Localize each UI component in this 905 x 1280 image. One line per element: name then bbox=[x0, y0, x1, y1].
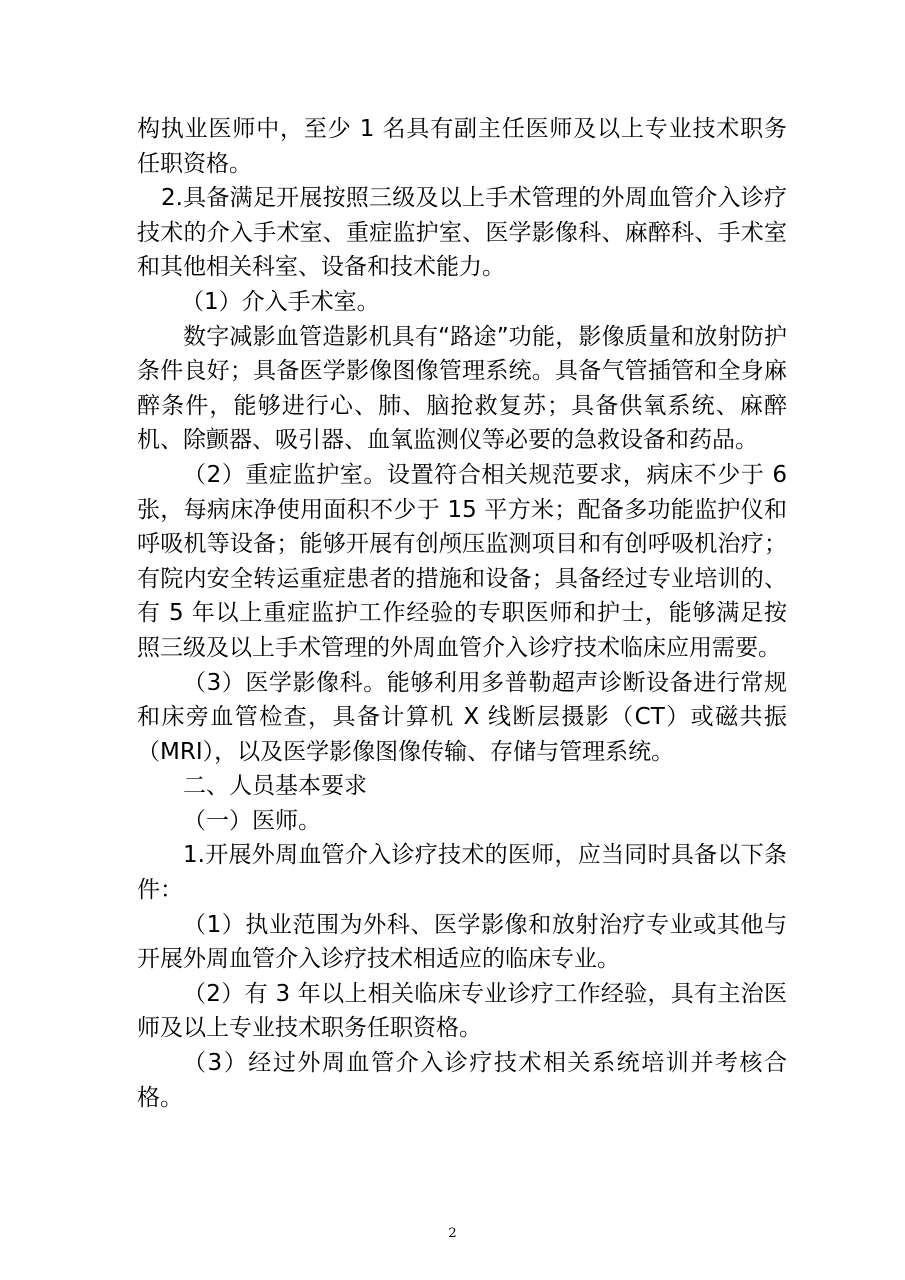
paragraph-sub-3: （3）医学影像科。能够利用多普勒超声诊断设备进行常规和床旁血管检查，具备计算机 X 线断层摄影（CT）或磁共振（MRI），以及医学影像图像传输、存储与管理系统。 bbox=[137, 669, 787, 765]
section-heading-personnel: 二、人员基本要求 bbox=[183, 773, 367, 800]
document-body bbox=[137, 112, 787, 1115]
paragraph-physician-sub-3: （3）经过外周血管介入诊疗技术相关系统培训并考核合格。 bbox=[137, 1050, 787, 1111]
paragraph-physician-sub-1: （1）执业范围为外科、医学影像和放射治疗专业或其他与开展外周血管介入诊疗技术相适应的临床专业。 bbox=[137, 911, 787, 973]
page-number: 2 bbox=[448, 1226, 457, 1241]
subsection-heading-physician: （一）医师。 bbox=[183, 807, 321, 834]
paragraph-sub-2: （2）重症监护室。设置符合相关规范要求，病床不少于 6 张，每病床净使用面积不少于 15 平方米；配备多功能监护仪和呼吸机等设备；能够开展有创颅压监测项目和有创呼吸机治疗；有院内安全转运重症患者的措施和设备；具备经过专业培训的、有 5 年以上重症监护工作经验的专职医师和护士，能够满足按照三级及以上手术管理的外周血管介入诊疗技术临床应用需要。 bbox=[137, 461, 787, 661]
paragraph-physician-sub-2: （2）有 3 年以上相关临床专业诊疗工作经验，具有主治医师及以上专业技术职务任职资格。 bbox=[137, 980, 787, 1042]
paragraph-continuation: 构执业医师中，至少 1 名具有副主任医师及以上专业技术职务任职资格。 bbox=[137, 116, 787, 177]
paragraph-item-2: 2.具备满足开展按照三级及以上手术管理的外周血管介入诊疗技术的介入手术室、重症监护室、医学影像科、麻醉科、手术室和其他相关科室、设备和技术能力。 bbox=[137, 185, 787, 281]
paragraph-sub-1-heading: （1）介入手术室。 bbox=[181, 288, 380, 315]
paragraph-sub-1-body: 数字减影血管造影机具有“路途”功能，影像质量和放射防护条件良好；具备医学影像图像管理系统。具备气管插管和全身麻醉条件，能够进行心、肺、脑抢救复苏；具备供氧系统、麻醉机、除颤器、吸引器、血氧监测仪等必要的急救设备和药品。 bbox=[137, 323, 787, 454]
paragraph-physician-item-1: 1.开展外周血管介入诊疗技术的医师，应当同时具备以下条件： bbox=[137, 842, 787, 904]
